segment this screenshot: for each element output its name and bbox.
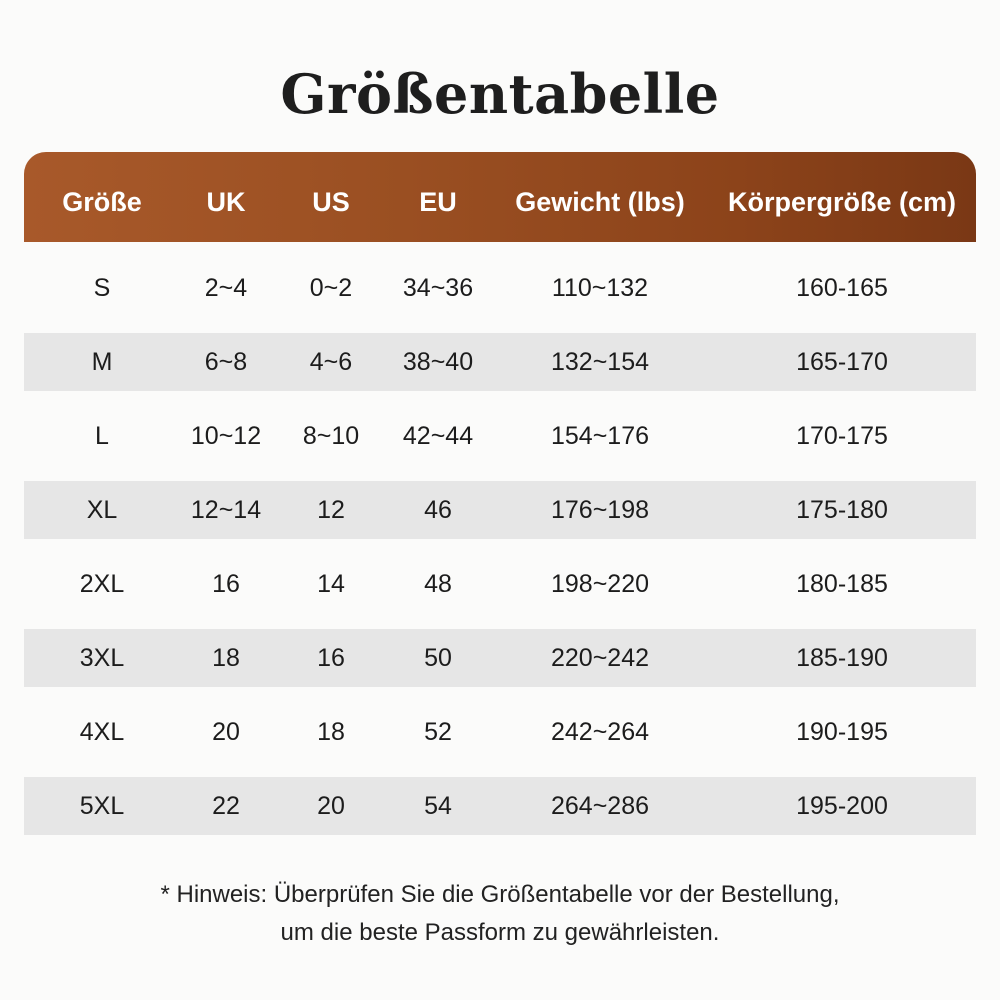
- cell-eu: 38~40: [402, 348, 474, 376]
- cell-koerpergroesse: 190-195: [796, 718, 888, 746]
- cell-uk: 12~14: [190, 496, 262, 524]
- cell-groesse: XL: [86, 496, 118, 524]
- cell-koerpergroesse: 160-165: [796, 274, 888, 302]
- cell-koerpergroesse: 175-180: [796, 496, 888, 524]
- table-row: [24, 481, 976, 539]
- cell-us: 12: [317, 496, 345, 524]
- cell-us: 16: [317, 644, 345, 672]
- cell-us: 4~6: [309, 348, 353, 376]
- cell-eu: 50: [424, 644, 452, 672]
- cell-gewicht: 242~264: [550, 718, 650, 746]
- table-row: [24, 629, 976, 687]
- table-row: [24, 703, 976, 761]
- cell-us: 14: [317, 570, 345, 598]
- table-header: [24, 152, 976, 242]
- cell-gewicht: 220~242: [550, 644, 650, 672]
- note: [0, 876, 1000, 952]
- header-gewicht: Gewicht (lbs): [515, 187, 685, 217]
- cell-groesse: 3XL: [79, 644, 125, 672]
- header-koerpergroesse: Körpergröße (cm): [727, 187, 957, 217]
- cell-us: 20: [317, 792, 345, 820]
- table-row: [24, 555, 976, 613]
- cell-gewicht: 154~176: [550, 422, 650, 450]
- cell-gewicht: 176~198: [550, 496, 650, 524]
- cell-eu: 42~44: [402, 422, 474, 450]
- cell-gewicht: 110~132: [551, 274, 649, 302]
- cell-gewicht: 264~286: [550, 792, 650, 820]
- header-uk: UK: [206, 187, 246, 217]
- note-line-1: * Hinweis: Überprüfen Sie die Größentabelle vor der Bestellung,: [160, 881, 840, 908]
- cell-groesse: 5XL: [79, 792, 125, 820]
- cell-groesse: 2XL: [79, 570, 125, 598]
- cell-uk: 16: [212, 570, 240, 598]
- cell-eu: 48: [424, 570, 452, 598]
- table-row: [24, 333, 976, 391]
- table-row: [24, 777, 976, 835]
- table-row: [24, 407, 976, 465]
- cell-uk: 6~8: [204, 348, 248, 376]
- cell-groesse: M: [91, 348, 113, 376]
- cell-uk: 18: [212, 644, 240, 672]
- cell-eu: 54: [424, 792, 452, 820]
- cell-koerpergroesse: 185-190: [796, 644, 888, 672]
- header-groesse: Größe: [62, 187, 142, 217]
- cell-eu: 34~36: [402, 274, 474, 302]
- cell-groesse: S: [93, 274, 111, 302]
- header-eu: EU: [419, 187, 457, 217]
- cell-uk: 10~12: [190, 422, 262, 450]
- cell-gewicht: 198~220: [550, 570, 650, 598]
- cell-koerpergroesse: 170-175: [796, 422, 888, 450]
- cell-uk: 20: [212, 718, 240, 746]
- cell-gewicht: 132~154: [550, 348, 650, 376]
- cell-koerpergroesse: 180-185: [796, 570, 888, 598]
- cell-us: 0~2: [309, 274, 353, 302]
- note-line-2: um die beste Passform zu gewährleisten.: [280, 919, 720, 946]
- table-row: [24, 259, 976, 317]
- cell-groesse: L: [95, 422, 109, 450]
- cell-uk: 2~4: [204, 274, 248, 302]
- page-title: Größentabelle: [280, 62, 720, 126]
- cell-groesse: 4XL: [79, 718, 125, 746]
- cell-eu: 46: [424, 496, 452, 524]
- cell-eu: 52: [424, 718, 452, 746]
- cell-koerpergroesse: 165-170: [796, 348, 888, 376]
- cell-koerpergroesse: 195-200: [796, 792, 888, 820]
- cell-us: 18: [317, 718, 345, 746]
- cell-us: 8~10: [302, 422, 360, 450]
- cell-uk: 22: [212, 792, 240, 820]
- header-us: US: [312, 187, 350, 217]
